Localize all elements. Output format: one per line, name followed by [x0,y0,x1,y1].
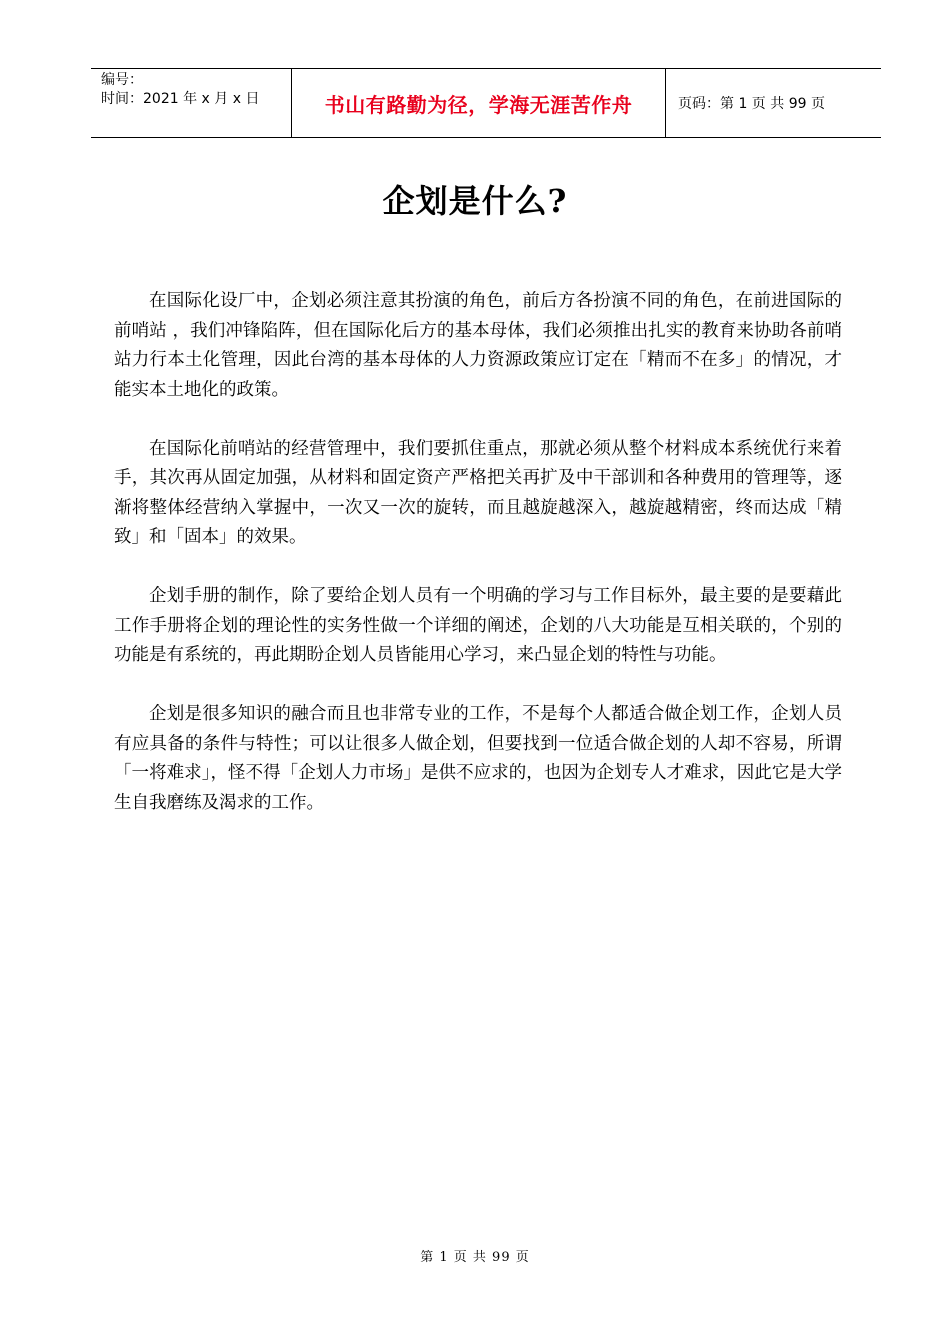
document-number-label: 编号： [101,72,143,88]
document-title: 企划是什么? [382,182,568,220]
paragraph: 在国际化前哨站的经营管理中，我们要抓住重点，那就必须从整个材料成本系统优行来着手，其次再从固定加强，从材料和固定资产严格把关再扩及中干部训和各种费用的管理等，逐渐将整体经营纳入掌握中，一次又一次的旋转，而且越旋越深入，越旋越精密，终而达成「精致」和「固本」的效果。 [114,438,842,547]
paragraph: 在国际化设厂中，企划必须注意其扮演的角色，前后方各扮演不同的角色，在前进国际的前哨站 ，我们冲锋陷阵，但在国际化后方的基本母体，我们必须推出扎实的教育来协助各前哨站力行本土化管理，因此台湾的基本母体的人力资源政策应订定在「精而不在多」的情况，才能实本土地化的政策。 [114,291,842,400]
header-meta [91,69,292,137]
document-date: 时间：2021 年 x 月 x 日 [101,91,260,107]
paragraph: 企划是很多知识的融合而且也非常专业的工作，不是每个人都适合做企划工作，企划人员有应具备的条件与特性；可以让很多人做企划，但要找到一位适合做企划的人却不容易，所谓「一将难求」，怪不得「企划人力市场」是供不应求的，也因为企划专人才难求，因此它是大学生自我磨练及渴求的工作。 [114,704,842,813]
header-motto: 书山有路勤为径，学海无涯苦作舟 [292,69,666,137]
paragraph: 企划手册的制作，除了要给企划人员有一个明确的学习与工作目标外，最主要的是要藉此工作手册将企划的理论性的实务性做一个详细的阐述，企划的八大功能是互相关联的，个别的功能是有系统的，再此期盼企划人员皆能用心学习，来凸显企划的特性与功能。 [114,586,842,665]
document-body [114,287,842,848]
header-page-info: 页码：第 1 页 共 99 页 [678,96,825,112]
page-header [91,68,881,138]
page-footer: 第 1 页 共 99 页 [420,1250,530,1265]
